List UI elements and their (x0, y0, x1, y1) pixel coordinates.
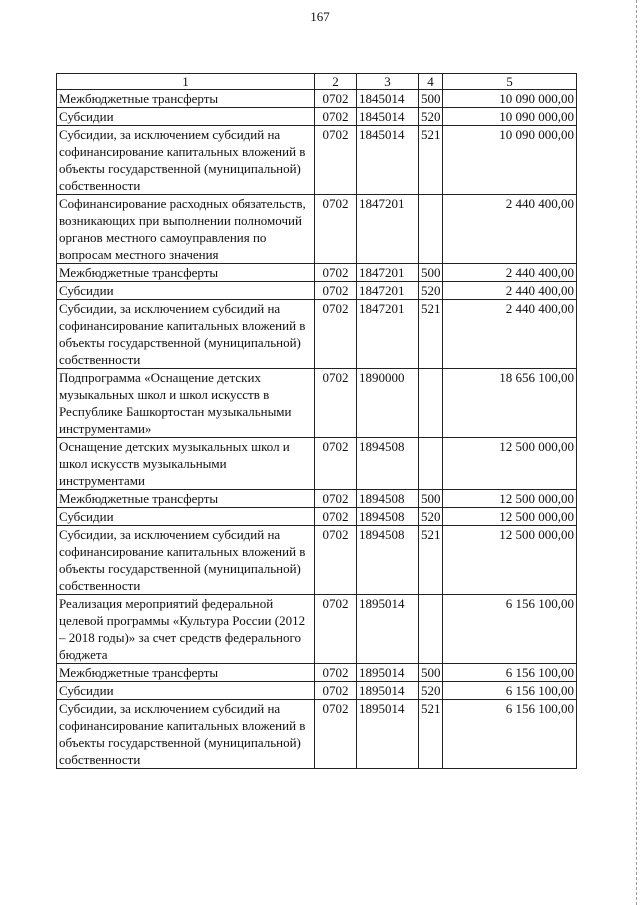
row-code-cell: 1890000 (357, 369, 419, 438)
row-kind-cell: 500 (419, 490, 443, 508)
row-amount-cell: 6 156 100,00 (443, 682, 577, 700)
table-header-row (57, 74, 577, 90)
row-name-cell: Реализация мероприятий федеральной целевой программы «Культура России (2012 – 2018 годы)» за счет средств федерального бюджета (57, 595, 315, 664)
row-code-cell: 1895014 (357, 700, 419, 769)
row-section-cell: 0702 (315, 682, 357, 700)
row-kind-cell (419, 195, 443, 264)
row-code-cell: 1894508 (357, 438, 419, 490)
column-header: 2 (315, 74, 357, 90)
row-section-cell: 0702 (315, 90, 357, 108)
row-section-cell: 0702 (315, 438, 357, 490)
row-name-cell: Субсидии (57, 508, 315, 526)
row-code-cell: 1894508 (357, 490, 419, 508)
row-code-cell: 1847201 (357, 264, 419, 282)
row-code-cell: 1845014 (357, 108, 419, 126)
row-section-cell: 0702 (315, 300, 357, 369)
row-amount-cell: 18 656 100,00 (443, 369, 577, 438)
table-row (57, 682, 577, 700)
row-kind-cell: 521 (419, 526, 443, 595)
table-row (57, 526, 577, 595)
table-row (57, 595, 577, 664)
table-row (57, 508, 577, 526)
row-name-cell: Межбюджетные трансферты (57, 90, 315, 108)
row-name-cell: Межбюджетные трансферты (57, 490, 315, 508)
row-kind-cell: 500 (419, 90, 443, 108)
row-kind-cell: 520 (419, 682, 443, 700)
page-number: 167 (310, 9, 330, 24)
table-row (57, 126, 577, 195)
row-section-cell: 0702 (315, 282, 357, 300)
row-amount-cell: 2 440 400,00 (443, 264, 577, 282)
row-code-cell: 1894508 (357, 508, 419, 526)
row-amount-cell: 10 090 000,00 (443, 108, 577, 126)
table-row (57, 90, 577, 108)
row-code-cell: 1847201 (357, 282, 419, 300)
row-kind-cell: 520 (419, 282, 443, 300)
row-name-cell: Межбюджетные трансферты (57, 264, 315, 282)
row-section-cell: 0702 (315, 595, 357, 664)
row-kind-cell: 520 (419, 108, 443, 126)
row-name-cell: Межбюджетные трансферты (57, 664, 315, 682)
row-section-cell: 0702 (315, 508, 357, 526)
column-header: 5 (443, 74, 577, 90)
row-name-cell: Субсидии, за исключением субсидий на софинансирование капитальных вложений в объекты государственной (муниципальной) собственности (57, 700, 315, 769)
row-kind-cell (419, 369, 443, 438)
row-amount-cell: 2 440 400,00 (443, 282, 577, 300)
table-row (57, 369, 577, 438)
row-section-cell: 0702 (315, 126, 357, 195)
row-section-cell: 0702 (315, 526, 357, 595)
row-section-cell: 0702 (315, 700, 357, 769)
row-name-cell: Субсидии (57, 282, 315, 300)
table-row (57, 438, 577, 490)
row-name-cell: Оснащение детских музыкальных школ и школ искусств музыкальными инструментами (57, 438, 315, 490)
table-row (57, 300, 577, 369)
row-section-cell: 0702 (315, 369, 357, 438)
row-section-cell: 0702 (315, 264, 357, 282)
table-row (57, 195, 577, 264)
row-amount-cell: 6 156 100,00 (443, 700, 577, 769)
row-section-cell: 0702 (315, 195, 357, 264)
row-amount-cell: 2 440 400,00 (443, 300, 577, 369)
row-amount-cell: 12 500 000,00 (443, 438, 577, 490)
row-name-cell: Субсидии, за исключением субсидий на софинансирование капитальных вложений в объекты государственной (муниципальной) собственности (57, 300, 315, 369)
row-name-cell: Субсидии, за исключением субсидий на софинансирование капитальных вложений в объекты государственной (муниципальной) собственности (57, 526, 315, 595)
table-row (57, 108, 577, 126)
row-section-cell: 0702 (315, 108, 357, 126)
row-amount-cell: 12 500 000,00 (443, 508, 577, 526)
row-amount-cell: 12 500 000,00 (443, 490, 577, 508)
row-amount-cell: 6 156 100,00 (443, 664, 577, 682)
row-kind-cell: 500 (419, 664, 443, 682)
row-amount-cell: 2 440 400,00 (443, 195, 577, 264)
row-name-cell: Субсидии (57, 682, 315, 700)
row-name-cell: Софинансирование расходных обязательств, возникающих при выполнении полномочий органов местного самоуправления по вопросам местного значения (57, 195, 315, 264)
row-name-cell: Субсидии (57, 108, 315, 126)
page-edge-line (636, 0, 637, 905)
row-code-cell: 1845014 (357, 90, 419, 108)
row-code-cell: 1894508 (357, 526, 419, 595)
row-name-cell: Субсидии, за исключением субсидий на софинансирование капитальных вложений в объекты государственной (муниципальной) собственности (57, 126, 315, 195)
row-code-cell: 1847201 (357, 195, 419, 264)
row-kind-cell: 521 (419, 300, 443, 369)
row-code-cell: 1895014 (357, 664, 419, 682)
table-row (57, 264, 577, 282)
row-kind-cell (419, 438, 443, 490)
row-kind-cell: 521 (419, 700, 443, 769)
row-code-cell: 1895014 (357, 595, 419, 664)
column-header: 3 (357, 74, 419, 90)
budget-table (56, 73, 577, 769)
row-kind-cell: 520 (419, 508, 443, 526)
row-name-cell: Подпрограмма «Оснащение детских музыкальных школ и школ искусств в Республике Башкортостан музыкальными инструментами» (57, 369, 315, 438)
row-section-cell: 0702 (315, 490, 357, 508)
row-kind-cell: 521 (419, 126, 443, 195)
row-code-cell: 1847201 (357, 300, 419, 369)
row-section-cell: 0702 (315, 664, 357, 682)
column-header: 4 (419, 74, 443, 90)
table-row (57, 700, 577, 769)
row-amount-cell: 10 090 000,00 (443, 126, 577, 195)
row-code-cell: 1845014 (357, 126, 419, 195)
row-kind-cell (419, 595, 443, 664)
column-header: 1 (57, 74, 315, 90)
row-kind-cell: 500 (419, 264, 443, 282)
row-amount-cell: 6 156 100,00 (443, 595, 577, 664)
row-amount-cell: 12 500 000,00 (443, 526, 577, 595)
row-code-cell: 1895014 (357, 682, 419, 700)
table-row (57, 664, 577, 682)
table-row (57, 282, 577, 300)
table-row (57, 490, 577, 508)
row-amount-cell: 10 090 000,00 (443, 90, 577, 108)
